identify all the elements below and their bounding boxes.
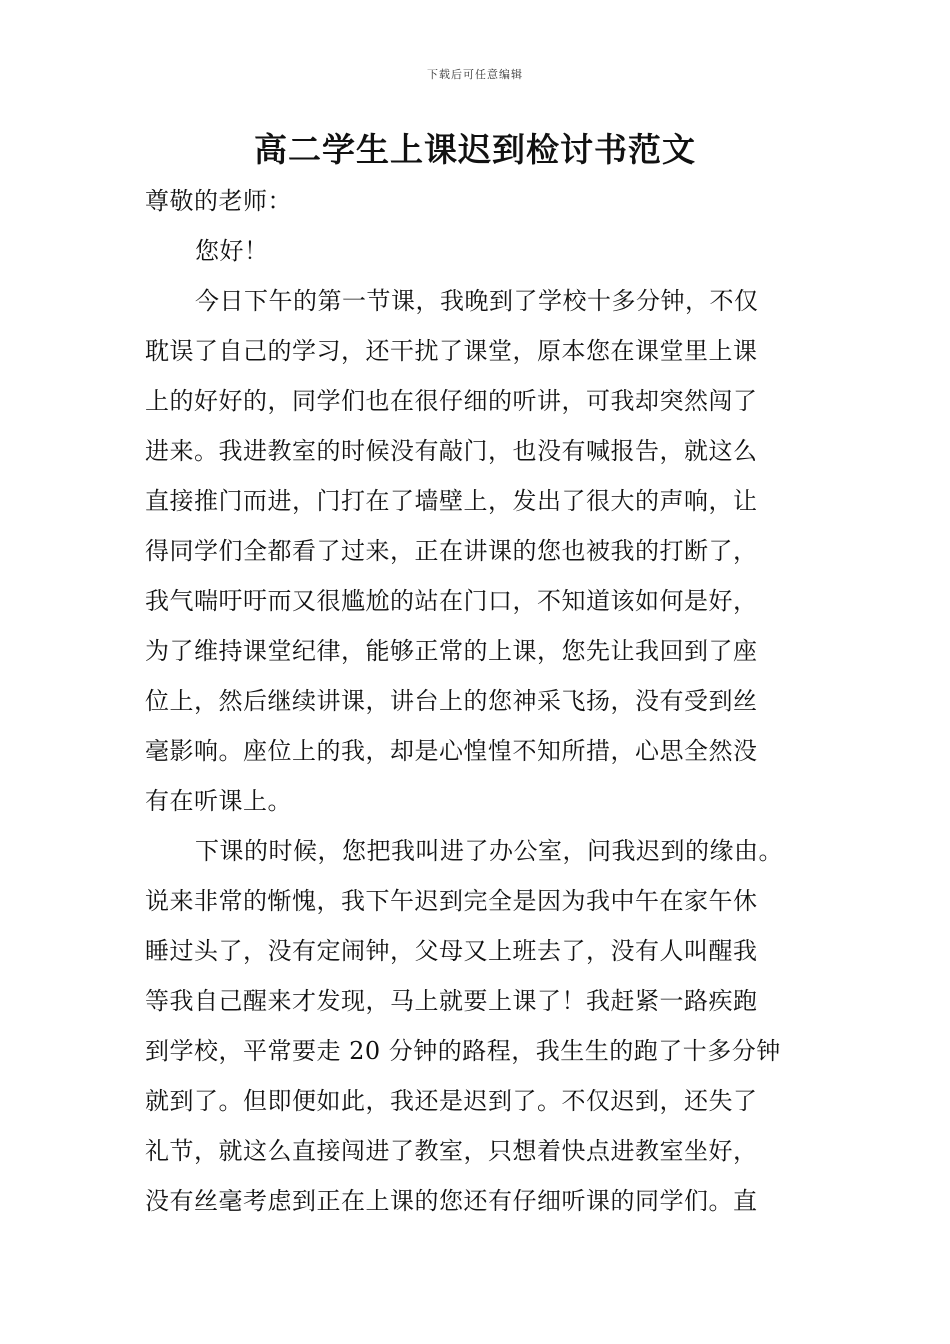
paragraph-line: 我气喘吁吁而又很尴尬的站在门口，不知道该如何是好， [145, 587, 758, 615]
paragraph-line: 今日下午的第一节课，我晚到了学校十多分钟，不仅 [195, 287, 759, 315]
paragraph-line: 下课的时候，您把我叫进了办公室，问我迟到的缘由。 [195, 837, 783, 865]
document-title: 高二学生上课迟到检讨书范文 [254, 130, 696, 169]
paragraph-line: 耽误了自己的学习，还干扰了课堂，原本您在课堂里上课 [145, 337, 758, 365]
paragraph-line: 位上，然后继续讲课，讲台上的您神采飞扬，没有受到丝 [145, 687, 758, 715]
greeting-line: 您好！ [195, 237, 269, 265]
paragraph-line: 睡过头了，没有定闹钟，父母又上班去了，没有人叫醒我 [145, 937, 758, 965]
paragraph-line: 上的好好的，同学们也在很仔细的听讲，可我却突然闯了 [145, 387, 758, 415]
paragraph-line: 直接推门而进，门打在了墙壁上，发出了很大的声响，让 [145, 487, 758, 515]
salutation-line: 尊敬的老师： [145, 187, 292, 215]
paragraph-line: 到学校，平常要走 20 分钟的路程，我生生的跑了十多分钟 [145, 1037, 781, 1065]
paragraph-line: 礼节，就这么直接闯进了教室，只想着快点进教室坐好， [145, 1137, 758, 1165]
paragraph-line: 等我自己醒来才发现，马上就要上课了！我赶紧一路疾跑 [145, 987, 758, 1015]
paragraph-line: 有在听课上。 [145, 787, 292, 815]
header-note: 下载后可任意编辑 [427, 68, 523, 81]
paragraph-line: 说来非常的惭愧，我下午迟到完全是因为我中午在家午休 [145, 887, 758, 915]
paragraph-line: 得同学们全都看了过来，正在讲课的您也被我的打断了， [145, 537, 758, 565]
paragraph-line: 毫影响。座位上的我，却是心惶惶不知所措，心思全然没 [145, 737, 758, 765]
paragraph-line: 没有丝毫考虑到正在上课的您还有仔细听课的同学们。直 [145, 1187, 758, 1215]
paragraph-line: 进来。我进教室的时候没有敲门，也没有喊报告，就这么 [145, 437, 758, 465]
paragraph-line: 为了维持课堂纪律，能够正常的上课，您先让我回到了座 [145, 637, 758, 665]
paragraph-line: 就到了。但即便如此，我还是迟到了。不仅迟到，还失了 [145, 1087, 758, 1115]
